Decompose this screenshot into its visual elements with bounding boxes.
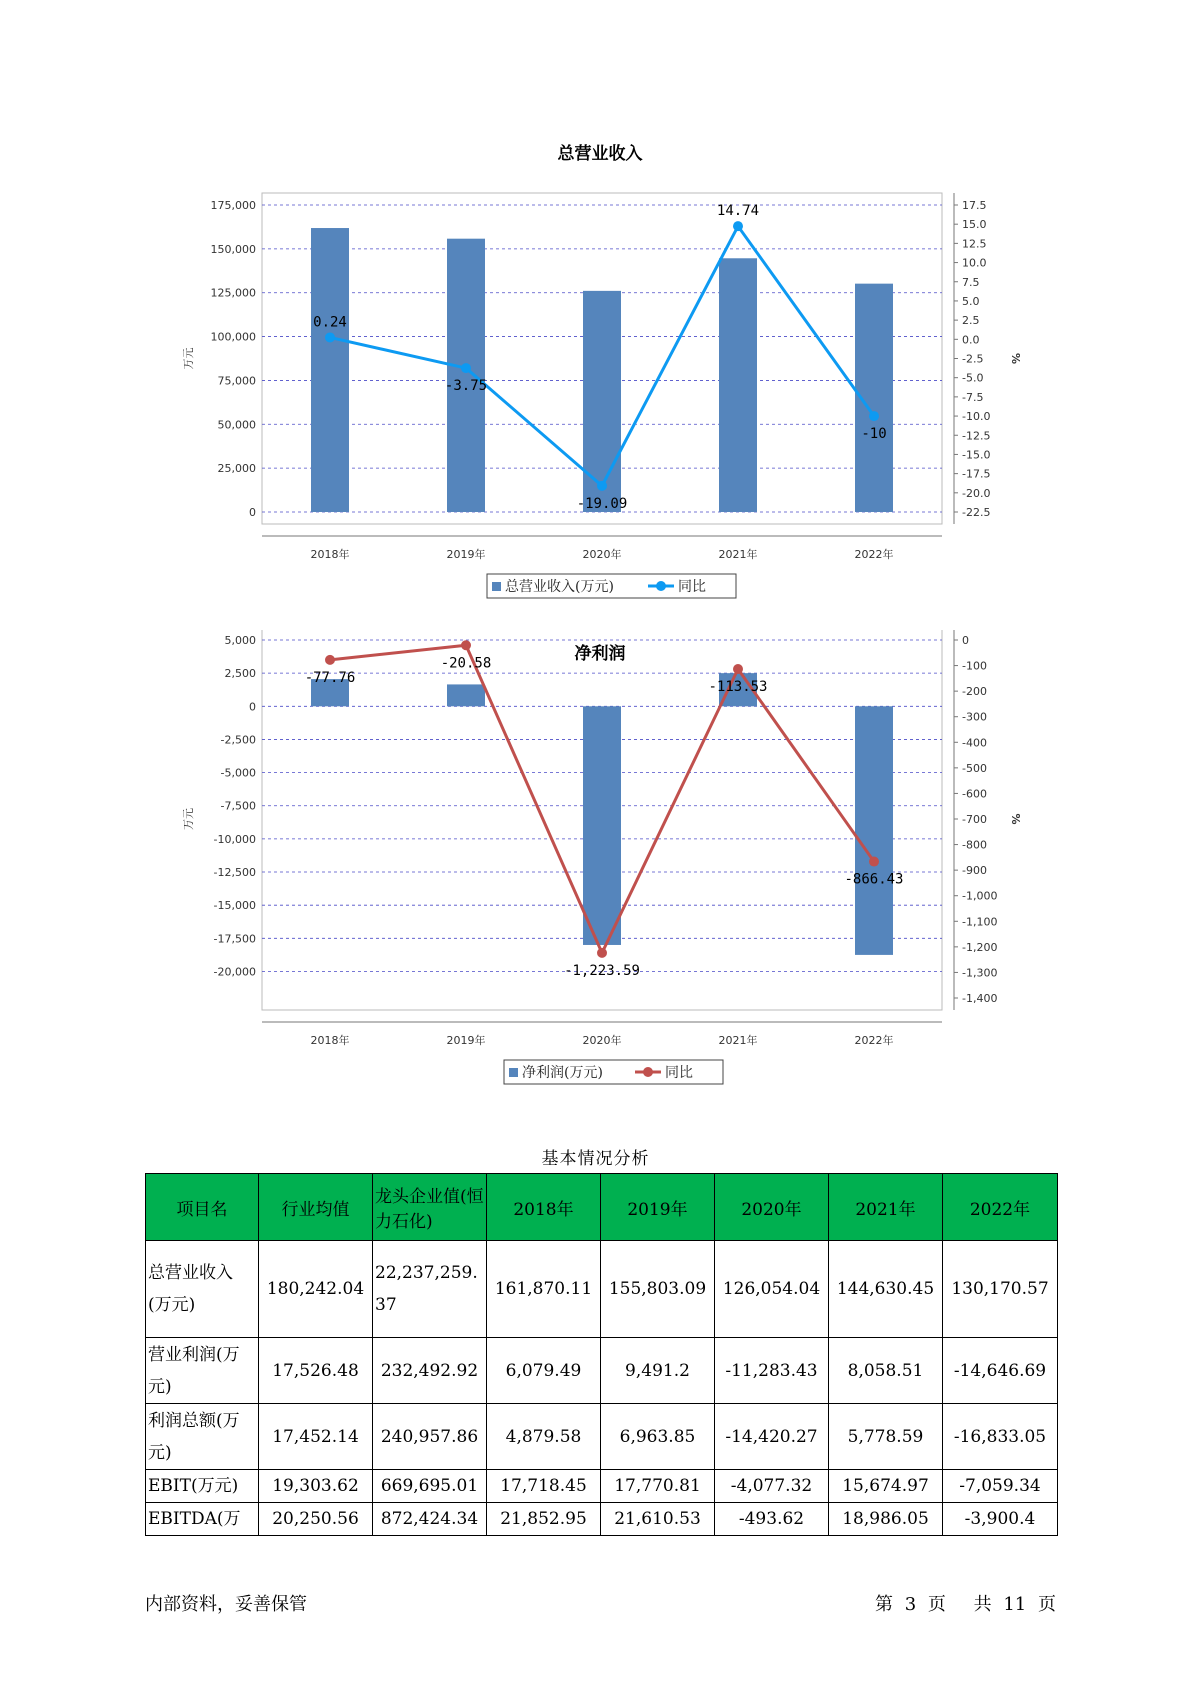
table-cell: 669,695.01	[373, 1470, 487, 1503]
header-cell: 2018年	[487, 1174, 601, 1241]
x-tick-label: 2018年	[310, 548, 350, 561]
header-cell: 龙头企业值(恒力石化)	[373, 1174, 487, 1241]
y2-tick-label: -20.0	[962, 486, 991, 500]
y2-tick-label: -100	[962, 659, 987, 673]
y2-axis-label: %	[1009, 352, 1022, 365]
table-cell: 22,237,259.37	[373, 1241, 487, 1338]
chart-title: 总营业收入	[557, 144, 643, 164]
table-row	[146, 1241, 1058, 1338]
table-cell: -14,420.27	[715, 1404, 829, 1470]
table-cell: 126,054.04	[715, 1241, 829, 1338]
data-label: -10	[861, 426, 887, 443]
y-tick-label: -15,000	[213, 899, 256, 913]
y2-tick-label: -1,400	[962, 992, 998, 1005]
table-cell: 130,170.57	[943, 1241, 1058, 1338]
row-name-cell: EBIT(万元)	[146, 1470, 259, 1503]
data-label: 0.24	[313, 314, 347, 331]
y-tick-label: 25,000	[217, 462, 256, 476]
legend-label: 净利润(万元)	[522, 1065, 603, 1081]
table-row	[146, 1503, 1058, 1536]
y-axis-label: 万元	[182, 347, 195, 370]
table-cell: 17,770.81	[601, 1470, 715, 1503]
row-name-cell: 总营业收入(万元)	[146, 1241, 259, 1338]
legend-bar-swatch	[509, 1068, 518, 1077]
y2-tick-label: -900	[962, 864, 987, 878]
table-cell: 872,424.34	[373, 1503, 487, 1536]
table-cell: 161,870.11	[487, 1241, 601, 1338]
bar	[444, 239, 488, 512]
bar	[855, 706, 893, 955]
page-suffix: 页	[1038, 1594, 1056, 1615]
trend-point	[597, 481, 607, 491]
y-tick-label: 125,000	[210, 286, 256, 300]
y2-tick-label: -1,000	[962, 889, 998, 903]
legend	[487, 574, 736, 598]
data-label: 14.74	[716, 203, 760, 220]
table-cell: -7,059.34	[943, 1470, 1058, 1503]
table-cell: 15,674.97	[829, 1470, 943, 1503]
analysis-table	[145, 1173, 1058, 1536]
table-cell: 180,242.04	[259, 1241, 373, 1338]
trend-point	[733, 221, 743, 231]
trend-point	[733, 664, 743, 674]
table-row	[146, 1470, 1058, 1503]
table-header-row	[146, 1174, 1058, 1241]
table-cell: 19,303.62	[259, 1470, 373, 1503]
y-tick-label: 100,000	[210, 330, 256, 344]
row-name-cell: EBITDA(万	[146, 1503, 259, 1536]
table-cell: -14,646.69	[943, 1338, 1058, 1404]
table-cell: 17,452.14	[259, 1404, 373, 1470]
bar	[719, 258, 757, 512]
y2-tick-label: 2.5	[962, 314, 980, 328]
y-tick-label: -10,000	[213, 832, 256, 846]
trend-point	[461, 363, 471, 373]
y2-tick-label: -2.5	[962, 352, 984, 366]
confidential-note: 内部资料，妥善保管	[145, 1594, 307, 1615]
x-tick-label: 2022年	[854, 548, 894, 561]
y-axis-label: 万元	[182, 808, 195, 830]
y2-tick-label: -1,200	[962, 940, 998, 954]
x-tick-label: 2021年	[718, 1034, 758, 1047]
y-tick-label: 75,000	[217, 374, 256, 388]
legend-line-marker	[643, 1067, 653, 1077]
table-cell: 21,610.53	[601, 1503, 715, 1536]
table-cell: -4,077.32	[715, 1470, 829, 1503]
net-profit-chart	[0, 630, 1191, 1100]
header-cell: 项目名	[146, 1174, 259, 1241]
y2-tick-label: -700	[962, 813, 987, 826]
row-name-cell: 营业利润(万元)	[146, 1338, 259, 1404]
y-tick-label: -17,500	[213, 932, 256, 946]
header-cell: 2019年	[601, 1174, 715, 1241]
table-cell: 232,492.92	[373, 1338, 487, 1404]
y2-tick-label: 0.0	[962, 333, 980, 347]
table-cell: 155,803.09	[601, 1241, 715, 1338]
y2-tick-label: -17.5	[962, 467, 991, 481]
legend-bar-swatch	[492, 582, 501, 591]
y2-tick-label: -500	[962, 761, 987, 775]
legend	[504, 1060, 723, 1084]
y2-tick-label: -15.0	[962, 448, 991, 462]
y2-tick-label: -12.5	[962, 429, 991, 443]
data-label: -77.76	[304, 669, 356, 686]
x-tick-label: 2020年	[582, 548, 622, 561]
table-cell: 18,986.05	[829, 1503, 943, 1536]
table-cell: 6,079.49	[487, 1338, 601, 1404]
page-total: 11	[1003, 1594, 1027, 1615]
y-tick-label: -12,500	[213, 866, 256, 880]
table-cell: 4,879.58	[487, 1404, 601, 1470]
x-tick-label: 2022年	[854, 1034, 894, 1047]
table-cell: -11,283.43	[715, 1338, 829, 1404]
legend-label: 同比	[665, 1065, 693, 1081]
y2-tick-label: 0	[962, 634, 969, 647]
table-cell: 17,718.45	[487, 1470, 601, 1503]
revenue-chart	[0, 130, 1191, 600]
legend-label: 同比	[678, 579, 706, 595]
table-cell: 20,250.56	[259, 1503, 373, 1536]
y2-tick-label: -800	[962, 838, 987, 852]
trend-point	[597, 948, 607, 958]
page-current: 3	[904, 1594, 917, 1615]
data-label: -866.43	[844, 871, 904, 888]
table-row	[146, 1338, 1058, 1404]
data-label: -3.75	[444, 378, 488, 395]
trend-point	[461, 640, 471, 650]
legend-label: 总营业收入(万元)	[505, 579, 614, 595]
y-tick-label: 0	[249, 506, 256, 519]
y2-tick-label: 15.0	[962, 218, 987, 232]
page-number	[869, 1590, 1056, 1616]
header-cell: 2022年	[943, 1174, 1058, 1241]
y-tick-label: 50,000	[217, 418, 256, 432]
table-cell: 240,957.86	[373, 1404, 487, 1470]
y-tick-label: -2,500	[220, 733, 256, 747]
data-label: -19.09	[576, 495, 628, 512]
bar	[311, 228, 349, 512]
bar	[447, 684, 485, 706]
y-tick-label: 2,500	[224, 667, 256, 681]
table-cell: -16,833.05	[943, 1404, 1058, 1470]
page-prefix: 第	[874, 1594, 893, 1615]
trend-point	[325, 332, 335, 342]
y2-tick-label: -5.0	[962, 371, 984, 385]
trend-point	[325, 655, 335, 665]
table-cell: 144,630.45	[829, 1241, 943, 1338]
y-tick-label: 5,000	[224, 634, 256, 647]
x-tick-label: 2019年	[446, 548, 486, 561]
y2-axis-label: %	[1009, 813, 1022, 825]
y-tick-label: -20,000	[213, 965, 256, 979]
page-total-prefix: 共	[973, 1594, 992, 1615]
row-name-cell: 利润总额(万元)	[146, 1404, 259, 1470]
y2-tick-label: -200	[962, 685, 987, 699]
plot-area	[182, 630, 1022, 1084]
y2-tick-label: -300	[962, 710, 987, 724]
header-cell: 行业均值	[259, 1174, 373, 1241]
x-tick-label: 2019年	[446, 1034, 486, 1047]
trend-point	[869, 411, 879, 421]
y2-tick-label: -10.0	[962, 410, 991, 424]
page-mid: 页	[927, 1594, 946, 1615]
table-cell: 9,491.2	[601, 1338, 715, 1404]
table-row	[146, 1404, 1058, 1470]
table-cell: 6,963.85	[601, 1404, 715, 1470]
y2-tick-label: 5.0	[962, 294, 980, 308]
y-tick-label: 0	[249, 700, 256, 714]
header-cell: 2020年	[715, 1174, 829, 1241]
y2-tick-label: -1,300	[962, 966, 998, 980]
table-cell: 17,526.48	[259, 1338, 373, 1404]
x-tick-label: 2018年	[310, 1034, 350, 1047]
y2-tick-label: -400	[962, 736, 987, 750]
table-cell: 21,852.95	[487, 1503, 601, 1536]
plot-area	[182, 193, 1022, 598]
x-tick-label: 2021年	[718, 548, 758, 561]
x-tick-label: 2020年	[582, 1034, 622, 1047]
y-tick-label: -5,000	[220, 766, 256, 780]
table-cell: 5,778.59	[829, 1404, 943, 1470]
data-label: -113.53	[708, 679, 768, 696]
y-tick-label: -7,500	[220, 799, 256, 813]
chart-title: 净利润	[574, 644, 626, 664]
trend-point	[869, 857, 879, 867]
bar	[583, 291, 621, 512]
y2-tick-label: -7.5	[962, 390, 984, 404]
legend-line-marker	[656, 581, 666, 591]
data-label: -20.58	[440, 655, 492, 672]
y2-tick-label: -1,100	[962, 915, 998, 929]
table-cell: 8,058.51	[829, 1338, 943, 1404]
bar	[583, 706, 621, 945]
y-tick-label: 175,000	[210, 199, 256, 212]
y2-tick-label: 7.5	[962, 275, 980, 289]
table-cell: -493.62	[715, 1503, 829, 1536]
y2-tick-label: 12.5	[962, 237, 987, 251]
y-tick-label: 150,000	[210, 242, 256, 256]
y2-tick-label: -22.5	[962, 506, 991, 519]
data-label: -1,223.59	[564, 962, 640, 979]
y2-tick-label: 17.5	[962, 199, 987, 212]
y2-tick-label: 10.0	[962, 256, 987, 270]
y2-tick-label: -600	[962, 787, 987, 801]
table-cell: -3,900.4	[943, 1503, 1058, 1536]
header-cell: 2021年	[829, 1174, 943, 1241]
table-title: 基本情况分析	[541, 1149, 650, 1169]
